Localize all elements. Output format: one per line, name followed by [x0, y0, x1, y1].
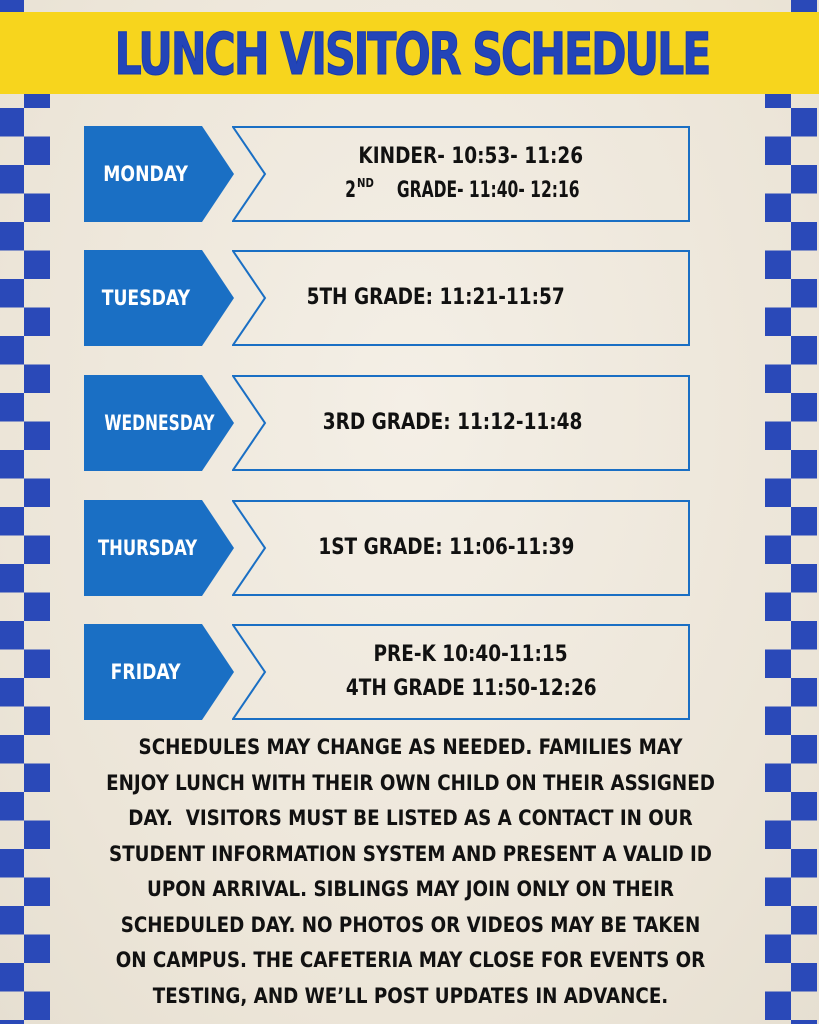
slot-line: [344, 174, 598, 208]
checker-square: [0, 735, 24, 764]
checker-square: [24, 137, 50, 166]
checker-square: [0, 336, 24, 365]
title-highlight: [0, 12, 819, 94]
checker-square: [765, 593, 791, 622]
checker-square: [24, 365, 50, 394]
checker-square: [765, 536, 791, 565]
checker-square: [791, 1020, 817, 1024]
slot-line: PRE-K 10:40-11:15: [373, 642, 569, 667]
notes-line: UPON ARRIVAL. SIBLINGS MAY JOIN ONLY ON THEIR: [146, 877, 675, 901]
checker-square: [765, 935, 791, 964]
checker-square: [0, 621, 24, 650]
checker-square: [791, 678, 817, 707]
checker-square: [0, 1020, 24, 1024]
checker-square: [791, 963, 817, 992]
checker-square: [791, 849, 817, 878]
slot-line: KINDER- 10:53- 11:26: [358, 144, 584, 169]
checker-square: [765, 194, 791, 223]
checker-square: [791, 792, 817, 821]
checker-square: [24, 251, 50, 280]
checker-square: [24, 593, 50, 622]
slot-line: 5TH GRADE: 11:21-11:57: [306, 285, 565, 310]
checker-square: [24, 992, 50, 1021]
slot-line-rest: GRADE- 11:40- 12:16: [391, 178, 580, 203]
checker-square: [0, 279, 24, 308]
left-checker-border: [0, 0, 50, 1024]
checker-square: [765, 878, 791, 907]
day-tab-tuesday: [84, 250, 234, 346]
slot-line: 3RD GRADE: 11:12-11:48: [322, 410, 583, 435]
checker-square: [791, 279, 817, 308]
checker-square: [791, 450, 817, 479]
right-checker-border: [765, 0, 817, 1024]
checker-square: [24, 194, 50, 223]
checker-square: [0, 792, 24, 821]
checker-square: [24, 479, 50, 508]
checker-square: [24, 764, 50, 793]
checker-square: [791, 393, 817, 422]
checker-square: [0, 678, 24, 707]
checker-square: [0, 564, 24, 593]
checker-square: [765, 479, 791, 508]
day-tab-monday: [84, 126, 234, 222]
checker-square: [791, 621, 817, 650]
notes-line: SCHEDULED DAY. NO PHOTOS OR VIDEOS MAY BE TAKEN: [120, 912, 701, 937]
checker-square: [24, 878, 50, 907]
slot-line: 4TH GRADE 11:50-12:26: [345, 676, 597, 701]
checker-square: [791, 906, 817, 935]
time-slot-friday: [232, 624, 690, 720]
checker-square: [24, 308, 50, 337]
checker-square: [0, 849, 24, 878]
checker-square: [24, 422, 50, 451]
slot-line-superscript: ND: [357, 175, 374, 190]
checker-square: [0, 165, 24, 194]
notes-line: STUDENT INFORMATION SYSTEM AND PRESENT A VALID ID: [109, 841, 712, 866]
checker-square: [791, 108, 817, 137]
checker-square: [765, 422, 791, 451]
schedule-notes: [58, 730, 763, 1014]
time-slot-thursday: [232, 500, 690, 596]
checker-square: [0, 108, 24, 137]
checker-square: [765, 764, 791, 793]
checker-square: [791, 735, 817, 764]
checker-square: [0, 507, 24, 536]
day-label: FRIDAY: [111, 660, 181, 684]
checker-square: [765, 992, 791, 1021]
notes-line: DAY. VISITORS MUST BE LISTED AS A CONTACT IN OUR: [128, 806, 693, 830]
time-slot-monday: [232, 126, 690, 222]
notes-line: TESTING, AND WE’LL POST UPDATES IN ADVANCE.: [152, 983, 669, 1008]
slot-line-prefix: 2: [345, 178, 357, 203]
checker-square: [0, 393, 24, 422]
checker-square: [24, 707, 50, 736]
checker-square: [0, 963, 24, 992]
notes-line: ON CAMPUS. THE CAFETERIA MAY CLOSE FOR EVENTS OR: [115, 948, 706, 972]
checker-square: [0, 906, 24, 935]
checker-square: [24, 935, 50, 964]
day-tab-thursday: [84, 500, 234, 596]
checker-square: [765, 821, 791, 850]
checker-square: [765, 650, 791, 679]
day-label: THURSDAY: [98, 536, 198, 560]
checker-square: [765, 707, 791, 736]
day-label: WEDNESDAY: [103, 411, 215, 435]
checker-square: [24, 536, 50, 565]
page-title: LUNCH VISITOR SCHEDULE: [114, 20, 710, 88]
checker-square: [791, 507, 817, 536]
notes-line: ENJOY LUNCH WITH THEIR OWN CHILD ON THEIR ASSIGNED: [106, 770, 715, 795]
time-slot-tuesday: [232, 250, 690, 346]
title-banner: [0, 12, 819, 94]
checker-square: [765, 251, 791, 280]
day-tab-friday: [84, 624, 234, 720]
checker-square: [791, 564, 817, 593]
checker-square: [0, 222, 24, 251]
slot-line: 1ST GRADE: 11:06-11:39: [318, 535, 575, 560]
checker-square: [765, 365, 791, 394]
day-label: TUESDAY: [101, 286, 191, 310]
day-label: MONDAY: [103, 162, 189, 186]
checker-square: [765, 308, 791, 337]
checker-square: [791, 336, 817, 365]
checker-square: [24, 650, 50, 679]
checker-square: [0, 450, 24, 479]
time-slot-wednesday: [232, 375, 690, 471]
checker-square: [24, 821, 50, 850]
day-tab-wednesday: [84, 375, 234, 471]
notes-line: SCHEDULES MAY CHANGE AS NEEDED. FAMILIES MAY: [138, 735, 683, 759]
checker-square: [791, 165, 817, 194]
checker-square: [791, 222, 817, 251]
checker-square: [765, 137, 791, 166]
